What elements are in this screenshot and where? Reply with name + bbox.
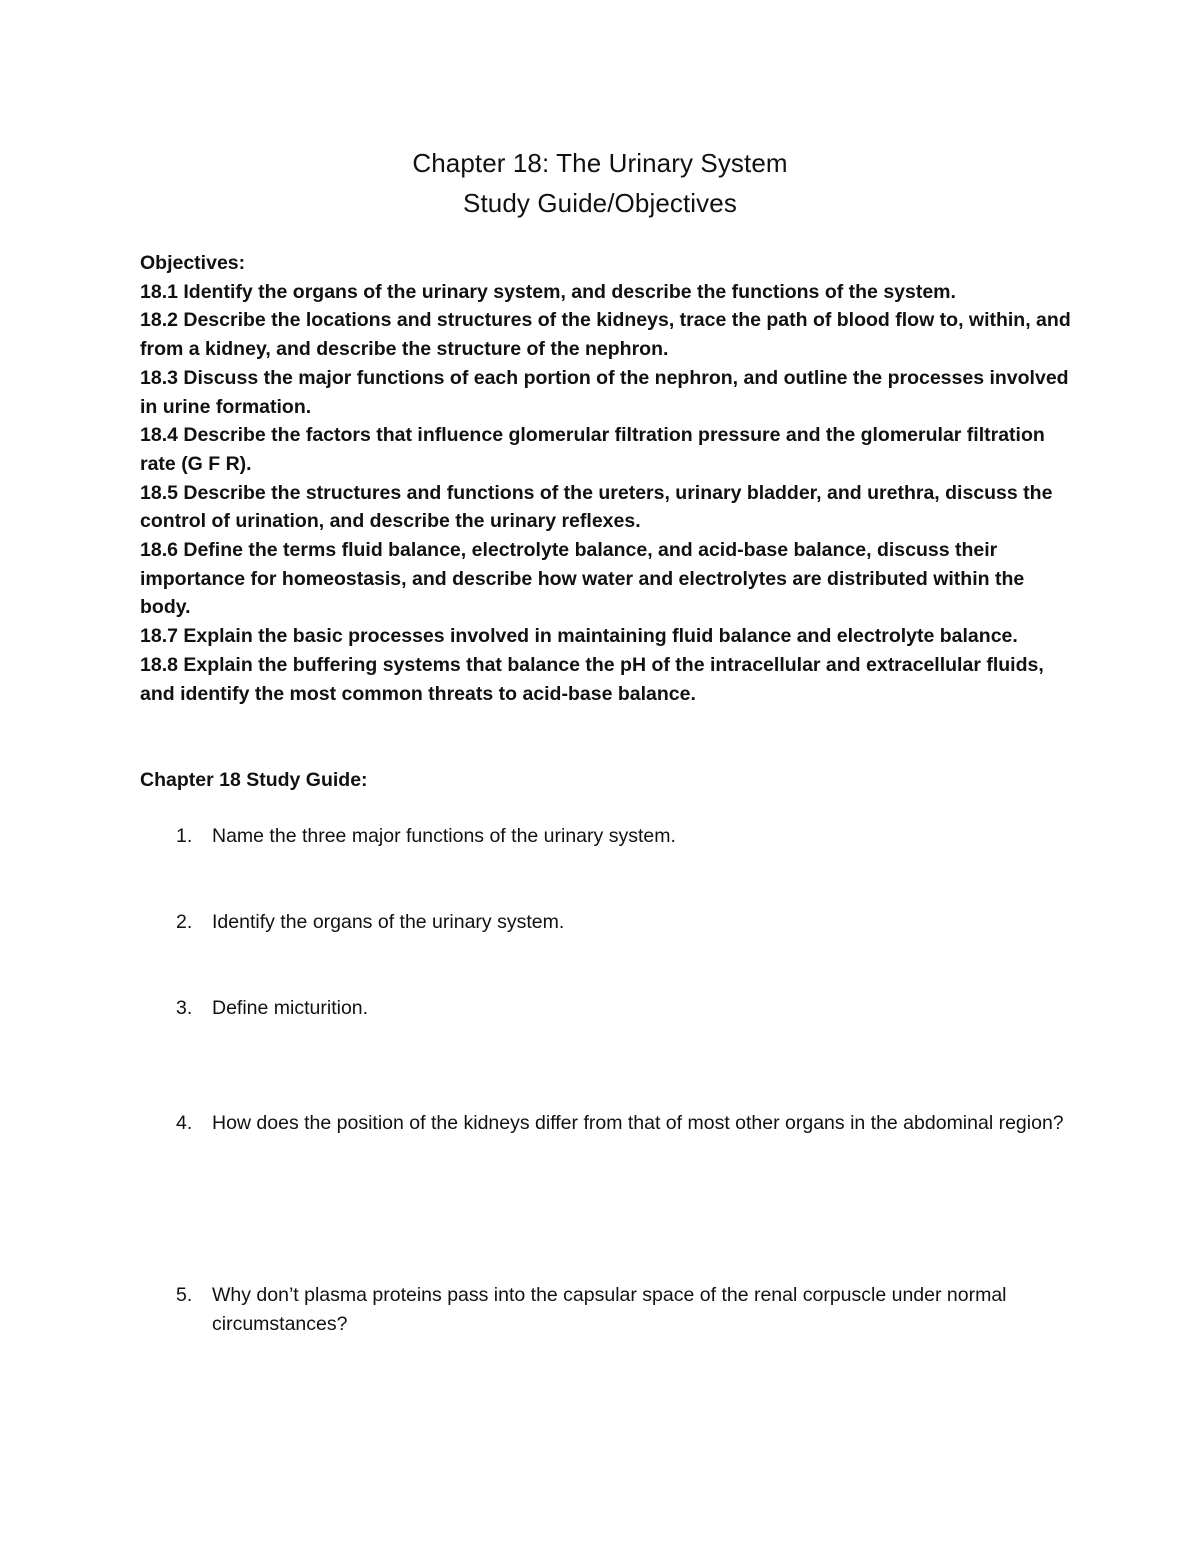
question-number: 3. xyxy=(176,997,193,1019)
question-number: 1. xyxy=(176,825,193,847)
objective-item: 18.5 Describe the structures and functions of the ureters, urinary bladder, and urethra, discuss the control of urination, and describe the urinary reflexes. xyxy=(140,481,1053,533)
objective-item: 18.2 Describe the locations and structures of the kidneys, trace the path of blood flow to, within, and from a kidney, and describe the structure of the nephron. xyxy=(140,309,1071,361)
objective-item: 18.1 Identify the organs of the urinary system, and describe the functions of the system. xyxy=(140,280,956,303)
objectives-heading: Objectives: xyxy=(140,252,246,274)
question-item xyxy=(140,1109,1080,1138)
objective-item: 18.4 Describe the factors that influence glomerular filtration pressure and the glomerular filtration rate (G F R). xyxy=(140,424,1045,475)
question-text: Why don’t plasma proteins pass into the capsular space of the renal corpuscle under normal circumstances? xyxy=(212,1284,1007,1335)
question-item xyxy=(140,908,1080,937)
question-item xyxy=(140,822,1080,851)
question-number: 5. xyxy=(176,1284,193,1306)
objective-item: 18.6 Define the terms fluid balance, electrolyte balance, and acid-base balance, discuss their importance for homeostasis, and describe how water and electrolytes are distributed within the body. xyxy=(140,539,1025,619)
question-text: How does the position of the kidneys differ from that of most other organs in the abdominal region? xyxy=(212,1112,1064,1134)
question-text: Name the three major functions of the urinary system. xyxy=(212,825,676,847)
objective-item: 18.3 Discuss the major functions of each portion of the nephron, and outline the processes involved in urine formation. xyxy=(140,366,1069,418)
question-item xyxy=(140,994,1080,1023)
question-text: Identify the organs of the urinary system. xyxy=(212,911,565,933)
question-text: Define micturition. xyxy=(212,997,369,1019)
objective-item: 18.7 Explain the basic processes involved in maintaining fluid balance and electrolyte balance. xyxy=(140,625,1018,648)
objective-item: 18.8 Explain the buffering systems that balance the pH of the intracellular and extracellular fluids, and identify the most common threats to acid-base balance. xyxy=(140,653,1044,705)
study-guide-heading: Chapter 18 Study Guide: xyxy=(140,769,368,791)
title-block xyxy=(0,143,1200,223)
document-subtitle: Study Guide/Objectives xyxy=(463,188,737,218)
question-number: 2. xyxy=(176,911,193,933)
chapter-title: Chapter 18: The Urinary System xyxy=(412,148,788,178)
question-number: 4. xyxy=(176,1112,193,1134)
objectives-section xyxy=(140,249,1080,708)
question-item xyxy=(140,1281,1080,1339)
